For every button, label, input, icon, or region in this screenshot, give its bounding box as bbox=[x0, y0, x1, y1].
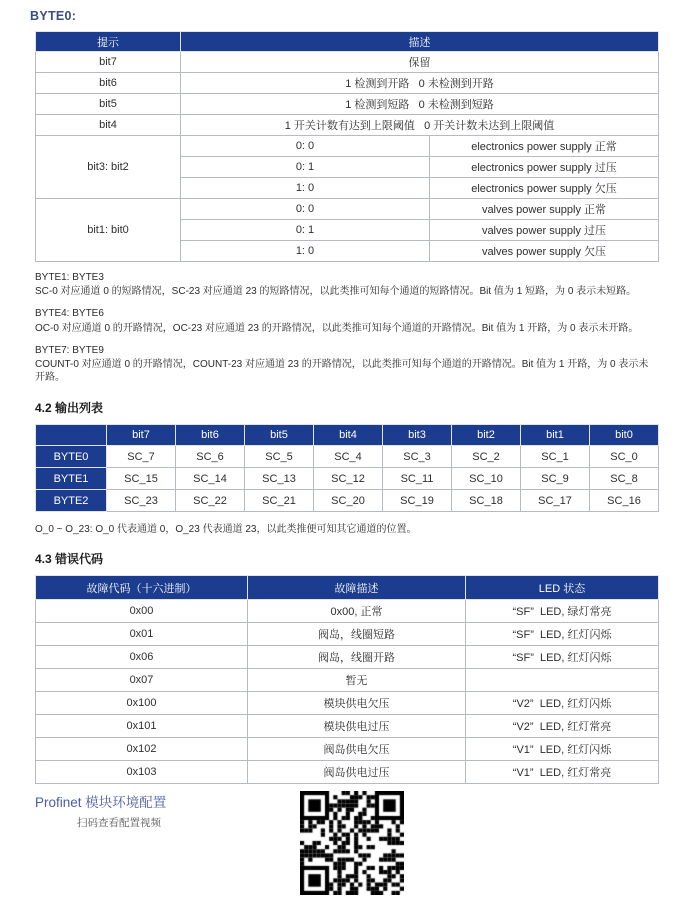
table-header-row bbox=[36, 32, 659, 52]
bit-cell: bit4 bbox=[36, 115, 181, 136]
sc-cell: SC_23 bbox=[107, 490, 176, 512]
sc-cell: SC_22 bbox=[176, 490, 245, 512]
table-row bbox=[36, 94, 659, 115]
header-cell-led-state: LED 状态 bbox=[466, 576, 659, 600]
fault-code-cell: 0x01 bbox=[36, 623, 248, 646]
desc-cell: electronics power supply 过压 bbox=[430, 157, 659, 178]
sc-cell: SC_7 bbox=[107, 446, 176, 468]
sc-cell: SC_10 bbox=[452, 468, 521, 490]
header-cell-blank bbox=[36, 425, 107, 446]
qr-code bbox=[300, 791, 404, 895]
table-row bbox=[36, 115, 659, 136]
sc-cell: SC_2 bbox=[452, 446, 521, 468]
sc-cell: SC_1 bbox=[521, 446, 590, 468]
bit-cell: bit3: bit2 bbox=[36, 136, 181, 199]
header-cell-bit3: bit3 bbox=[383, 425, 452, 446]
sc-cell: SC_6 bbox=[176, 446, 245, 468]
sc-cell: SC_16 bbox=[590, 490, 659, 512]
table-row bbox=[36, 692, 659, 715]
desc-cell: 1 检测到开路 0 未检测到开路 bbox=[181, 73, 659, 94]
fault-desc-cell: 阀岛，线圈开路 bbox=[248, 646, 466, 669]
desc-cell: electronics power supply 正常 bbox=[430, 136, 659, 157]
table-row bbox=[36, 199, 659, 220]
table-row bbox=[36, 468, 659, 490]
led-state-cell: “SF” LED, 红灯闪烁 bbox=[466, 646, 659, 669]
desc-cell: valves power supply 欠压 bbox=[430, 241, 659, 262]
desc-cell: 1 检测到短路 0 未检测到短路 bbox=[181, 94, 659, 115]
row-label-cell: BYTE2 bbox=[36, 490, 107, 512]
led-state-cell: “V1” LED, 红灯常亮 bbox=[466, 761, 659, 784]
fault-desc-cell: 阀岛供电过压 bbox=[248, 761, 466, 784]
table-header-row bbox=[36, 576, 659, 600]
fault-desc-cell: 模块供电欠压 bbox=[248, 692, 466, 715]
header-cell-fault-code: 故障代码（十六进制） bbox=[36, 576, 248, 600]
note-text: SC-0 对应通道 0 的短路情况，SC-23 对应通道 23 的短路情况，以此类推可知每个通道的短路情况。Bit 值为 1 短路，为 0 表示未短路。 bbox=[35, 286, 637, 298]
sc-cell: SC_12 bbox=[314, 468, 383, 490]
note-text: OC-0 对应通道 0 的开路情况，OC-23 对应通道 23 的开路情况，以此类推可知每个通道的开路情况。Bit 值为 1 开路，为 0 表示未开路。 bbox=[35, 322, 639, 334]
header-cell-bit6: bit6 bbox=[176, 425, 245, 446]
fault-code-cell: 0x00 bbox=[36, 600, 248, 623]
led-state-cell bbox=[466, 669, 659, 692]
led-state-cell: “SF” LED, 红灯闪烁 bbox=[466, 623, 659, 646]
output-list-table bbox=[35, 424, 659, 512]
val-cell: 1: 0 bbox=[181, 241, 430, 262]
fault-desc-cell: 0x00, 正常 bbox=[248, 600, 466, 623]
val-cell: 0: 0 bbox=[181, 199, 430, 220]
fault-code-cell: 0x101 bbox=[36, 715, 248, 738]
fault-desc-cell: 阀岛，线圈短路 bbox=[248, 623, 466, 646]
table-row bbox=[36, 52, 659, 73]
table-row bbox=[36, 446, 659, 468]
scan-hint-text: 扫码查看配置视频 bbox=[77, 817, 161, 830]
header-cell-hint: 提示 bbox=[36, 32, 181, 52]
fault-code-cell: 0x100 bbox=[36, 692, 248, 715]
sc-cell: SC_5 bbox=[245, 446, 314, 468]
desc-cell: 1 开关计数有达到上限阈值 0 开关计数未达到上限阈值 bbox=[181, 115, 659, 136]
error-code-table bbox=[35, 575, 659, 784]
led-state-cell: “SF” LED, 绿灯常亮 bbox=[466, 600, 659, 623]
fault-code-cell: 0x06 bbox=[36, 646, 248, 669]
header-cell-bit7: bit7 bbox=[107, 425, 176, 446]
val-cell: 0: 1 bbox=[181, 220, 430, 241]
fault-code-cell: 0x07 bbox=[36, 669, 248, 692]
note-byte1-byte3 bbox=[35, 271, 658, 298]
note-text: COUNT-0 对应通道 0 的开路情况，COUNT-23 对应通道 23 的开路情况，以此类推可知每个通道的开路情况。Bit 值为 1 开路，为 0 表示未开路。 bbox=[35, 358, 649, 384]
sc-cell: SC_11 bbox=[383, 468, 452, 490]
table-row bbox=[36, 490, 659, 512]
val-cell: 0: 0 bbox=[181, 136, 430, 157]
sc-cell: SC_15 bbox=[107, 468, 176, 490]
footer bbox=[35, 791, 658, 901]
val-cell: 1: 0 bbox=[181, 178, 430, 199]
note-byte7-byte9 bbox=[35, 344, 658, 385]
desc-cell: valves power supply 正常 bbox=[430, 199, 659, 220]
byte0-status-table bbox=[35, 31, 659, 262]
table-row bbox=[36, 669, 659, 692]
table-row bbox=[36, 623, 659, 646]
table-row bbox=[36, 73, 659, 94]
section-heading-error-codes: 4.3 错误代码 bbox=[35, 552, 104, 567]
table-row bbox=[36, 600, 659, 623]
row-label-cell: BYTE0 bbox=[36, 446, 107, 468]
sc-cell: SC_13 bbox=[245, 468, 314, 490]
section-heading-output-list: 4.2 输出列表 bbox=[35, 401, 104, 416]
header-cell-bit4: bit4 bbox=[314, 425, 383, 446]
sc-cell: SC_14 bbox=[176, 468, 245, 490]
header-cell-desc: 描述 bbox=[181, 32, 659, 52]
fault-desc-cell: 阀岛供电欠压 bbox=[248, 738, 466, 761]
sc-cell: SC_0 bbox=[590, 446, 659, 468]
led-state-cell: “V2” LED, 红灯闪烁 bbox=[466, 692, 659, 715]
header-cell-bit5: bit5 bbox=[245, 425, 314, 446]
sc-cell: SC_17 bbox=[521, 490, 590, 512]
desc-cell: 保留 bbox=[181, 52, 659, 73]
table-row bbox=[36, 738, 659, 761]
sc-cell: SC_19 bbox=[383, 490, 452, 512]
note-title: BYTE7: BYTE9 bbox=[35, 344, 104, 356]
profinet-config-title: Profinet 模块环境配置 bbox=[35, 795, 167, 811]
sc-cell: SC_3 bbox=[383, 446, 452, 468]
fault-code-cell: 0x102 bbox=[36, 738, 248, 761]
sc-cell: SC_20 bbox=[314, 490, 383, 512]
table-row bbox=[36, 761, 659, 784]
table-row bbox=[36, 646, 659, 669]
note-title: BYTE1: BYTE3 bbox=[35, 272, 104, 283]
val-cell: 0: 1 bbox=[181, 157, 430, 178]
header-cell-bit1: bit1 bbox=[521, 425, 590, 446]
note-output-channels: O_0 ~ O_23: O_0 代表通道 0，O_23 代表通道 23，以此类推便可知其它通道的位置。 bbox=[35, 524, 417, 536]
table-row bbox=[36, 136, 659, 157]
note-byte4-byte6 bbox=[35, 307, 658, 334]
led-state-cell: “V1” LED, 红灯闪烁 bbox=[466, 738, 659, 761]
bit-cell: bit7 bbox=[36, 52, 181, 73]
sc-cell: SC_8 bbox=[590, 468, 659, 490]
header-cell-bit2: bit2 bbox=[452, 425, 521, 446]
fault-desc-cell: 模块供电过压 bbox=[248, 715, 466, 738]
sc-cell: SC_9 bbox=[521, 468, 590, 490]
header-cell-fault-desc: 故障描述 bbox=[248, 576, 466, 600]
sc-cell: SC_4 bbox=[314, 446, 383, 468]
sc-cell: SC_18 bbox=[452, 490, 521, 512]
row-label-cell: BYTE1 bbox=[36, 468, 107, 490]
note-title: BYTE4: BYTE6 bbox=[35, 308, 104, 320]
bit-cell: bit6 bbox=[36, 73, 181, 94]
desc-cell: valves power supply 过压 bbox=[430, 220, 659, 241]
sc-cell: SC_21 bbox=[245, 490, 314, 512]
table-row bbox=[36, 715, 659, 738]
bit-cell: bit5 bbox=[36, 94, 181, 115]
desc-cell: electronics power supply 欠压 bbox=[430, 178, 659, 199]
table-header-row bbox=[36, 425, 659, 446]
byte0-heading: BYTE0: bbox=[30, 9, 77, 23]
fault-code-cell: 0x103 bbox=[36, 761, 248, 784]
fault-desc-cell: 暂无 bbox=[248, 669, 466, 692]
bit-cell: bit1: bit0 bbox=[36, 199, 181, 262]
header-cell-bit0: bit0 bbox=[590, 425, 659, 446]
led-state-cell: “V2” LED, 红灯常亮 bbox=[466, 715, 659, 738]
